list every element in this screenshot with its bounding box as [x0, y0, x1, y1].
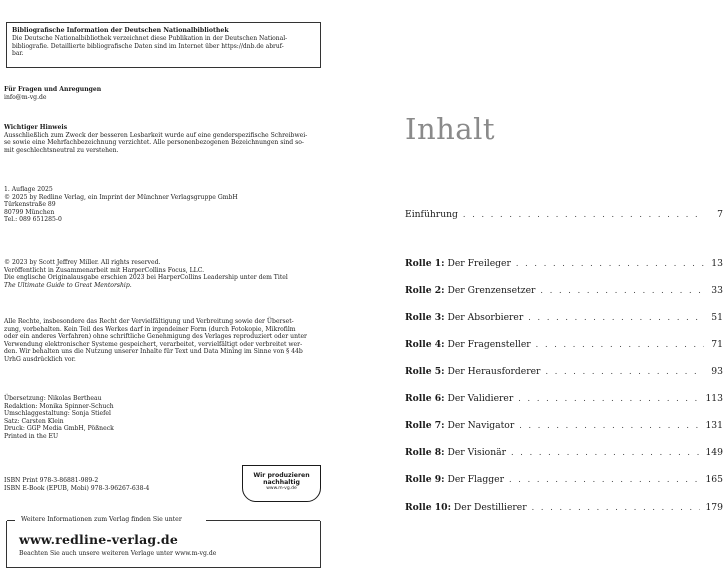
cip-line: Die Deutsche Nationalbibliothek verzeichnet diese Publikation in der Deutschen National- [12, 35, 288, 42]
leader-dots [519, 420, 700, 432]
toc-entry-page: 149 [705, 447, 723, 458]
publisher-url[interactable]: www.redline-verlag.de [19, 532, 179, 547]
notice-line: mit geschlechtsneutral zu verstehen. [4, 146, 119, 154]
notice-line: Ausschließlich zum Zweck der besseren Lesbarkeit wurde auf eine genderspezifische Schreibwei- [4, 131, 308, 139]
toc-entry-page: 113 [705, 393, 723, 404]
toc-entry-label: Der Fragensteller [444, 339, 531, 350]
toc-entry-prefix: Rolle 3: [405, 312, 445, 323]
credits-block [4, 395, 324, 441]
leader-dots [528, 312, 704, 324]
toc-entry-prefix: Rolle 8: [405, 447, 445, 458]
cip-heading: Bibliografische Information der Deutschen Nationalbibliothek [12, 27, 229, 34]
web-box-header-text: Weitere Informationen zum Verlag finden Sie unter [21, 516, 182, 523]
toc-entry-page: 179 [705, 502, 723, 513]
toc-entry[interactable] [405, 258, 723, 270]
toc-entry[interactable] [405, 420, 723, 432]
toc-entry-label: Der Absorbierer [444, 312, 524, 323]
leader-dots [532, 502, 701, 514]
toc-entry-page: 93 [711, 366, 723, 377]
rights-line: Alle Rechte, insbesondere das Recht der Vervielfältigung und Verbreitung sowie der Überset- [4, 318, 294, 325]
toc-entry[interactable] [405, 502, 723, 514]
toc-title: Inhalt [405, 112, 496, 146]
cip-line: bar. [12, 50, 24, 57]
toc-entry-prefix: Rolle 6: [405, 393, 445, 404]
toc-entry-prefix: Rolle 7: [405, 420, 445, 431]
divider [7, 520, 15, 521]
imprint-block [4, 186, 324, 224]
leader-dots [516, 258, 704, 270]
isbn-print: ISBN Print 978-3-86881-989-2 [4, 477, 99, 484]
credits-line: Druck: GGP Media GmbH, Pößneck [4, 425, 114, 433]
imprint-page [0, 0, 330, 582]
toc-page [405, 0, 723, 582]
imprint-line: © 2025 by Redline Verlag, ein Imprint der Münchner Verlagsgruppe GmbH [4, 193, 238, 201]
toc-entry[interactable] [405, 209, 723, 221]
toc-entry-page: 33 [711, 285, 723, 296]
copyright-block [4, 259, 324, 289]
toc-entry-label: Der Herausforderer [444, 366, 541, 377]
toc-entry-label: Der Freileger [444, 258, 511, 269]
leader-dots [545, 366, 704, 378]
toc-entry-label: Der Navigator [444, 420, 515, 431]
leader-dots [511, 447, 700, 459]
toc-entry-prefix: Rolle 2: [405, 285, 445, 296]
notice-line: se sowie eine Mehrfachbezeichnung verzichtet. Alle personenbezogenen Bezeichnungen sind so- [4, 139, 304, 147]
rights-block [4, 318, 324, 364]
toc-entry-page: 51 [711, 312, 723, 323]
toc-entry-page: 131 [705, 420, 723, 431]
leader-dots [540, 285, 704, 297]
toc-entry-prefix: Rolle 9: [405, 474, 445, 485]
toc-entry-label: Der Grenzensetzer [444, 285, 536, 296]
notice-heading: Wichtiger Hinweis [4, 124, 68, 131]
toc-entry[interactable] [405, 312, 723, 324]
leader-dots [509, 474, 700, 486]
toc-entry-prefix: Rolle 4: [405, 339, 445, 350]
imprint-line: 80799 München [4, 208, 55, 216]
toc-entry-page: 13 [711, 258, 723, 269]
toc-entry-prefix: Rolle 1: [405, 258, 445, 269]
toc-entry-label: Der Visionär [444, 447, 506, 458]
toc-entry-page: 71 [711, 339, 723, 350]
credits-line: Satz: Carsten Klein [4, 417, 64, 425]
toc-entry[interactable] [405, 285, 723, 297]
rights-line: oder ein anderes Verfahren) ohne schriftliche Genehmigung des Verlages reproduziert oder unter [4, 333, 307, 341]
credits-line: Printed in the EU [4, 432, 59, 440]
toc-entry[interactable] [405, 447, 723, 459]
publisher-web-box [6, 516, 321, 568]
credits-line: Redaktion: Monika Spinner-Schuch [4, 402, 114, 410]
questions-heading: Für Fragen und Anregungen [4, 86, 102, 93]
toc-entry[interactable] [405, 366, 723, 378]
web-box-note: Beachten Sie auch unsere weiteren Verlage unter www.m-vg.de [19, 550, 217, 557]
copyright-line: Veröffentlicht in Zusammenarbeit mit HarperCollins Focus, LLC. [4, 266, 205, 274]
toc-entry-label: Der Validierer [444, 393, 514, 404]
toc-entry-page: 165 [705, 474, 723, 485]
original-title: The Ultimate Guide to Great Mentorship. [4, 281, 132, 289]
leader-dots [463, 209, 704, 221]
credits-line: Übersetzung: Nikolas Bertheau [4, 395, 102, 402]
copyright-line: Die englische Originalausgabe erschien 2023 bei HarperCollins Leadership unter dem Titel [4, 274, 288, 282]
toc-entry-label: Der Flagger [444, 474, 504, 485]
questions-email: info@m-vg.de [4, 93, 47, 101]
credits-line: Umschlaggestaltung: Sonja Stiefel [4, 410, 111, 418]
leader-dots [536, 339, 704, 351]
sustainability-badge [242, 465, 321, 502]
rights-line: UrhG ausdrücklich vor. [4, 355, 76, 363]
toc-entry[interactable] [405, 339, 723, 351]
imprint-line: 1. Auflage 2025 [4, 186, 53, 193]
badge-line: nachhaltig [263, 479, 300, 486]
isbn-ebook: ISBN E-Book (EPUB, Mobi) 978-3-96267-638-4 [4, 484, 150, 492]
rights-line: Verwendung elektronischer Systeme gespeichert, verarbeitet, vervielfältigt oder verbreitet wer- [4, 340, 303, 348]
imprint-line: Tel.: 089 651285-0 [4, 216, 62, 224]
leader-dots [518, 393, 700, 405]
toc-entry[interactable] [405, 393, 723, 405]
web-box-header [7, 516, 320, 524]
toc-entry-prefix: Rolle 10: [405, 502, 451, 513]
questions-block [4, 86, 324, 101]
toc-entry-label: Der Destillierer [450, 502, 527, 513]
toc-entry-page: 7 [717, 209, 723, 220]
toc-entry[interactable] [405, 474, 723, 486]
rights-line: zung, vorbehalten. Kein Teil des Werkes darf in irgendeiner Form (durch Fotokopie, Mikrofilm [4, 325, 296, 333]
toc-entry-label: Einführung [405, 209, 458, 220]
notice-block [4, 124, 324, 154]
toc-entry-prefix: Rolle 5: [405, 366, 445, 377]
badge-line: Wir produzieren [253, 472, 310, 479]
divider [206, 520, 320, 521]
cip-box [6, 22, 321, 68]
imprint-line: Türkenstraße 89 [4, 201, 56, 209]
badge-url: www.m-vg.de [266, 486, 297, 491]
copyright-line: © 2023 by Scott Jeffrey Miller. All rights reserved. [4, 259, 161, 266]
rights-line: den. Wir behalten uns die Nutzung unserer Inhalte für Text und Data Mining im Sinne von § 44b [4, 348, 303, 356]
cip-line: bibliografie. Detaillierte bibliografische Daten sind im Internet über https://dnb.de abruf- [12, 42, 284, 50]
